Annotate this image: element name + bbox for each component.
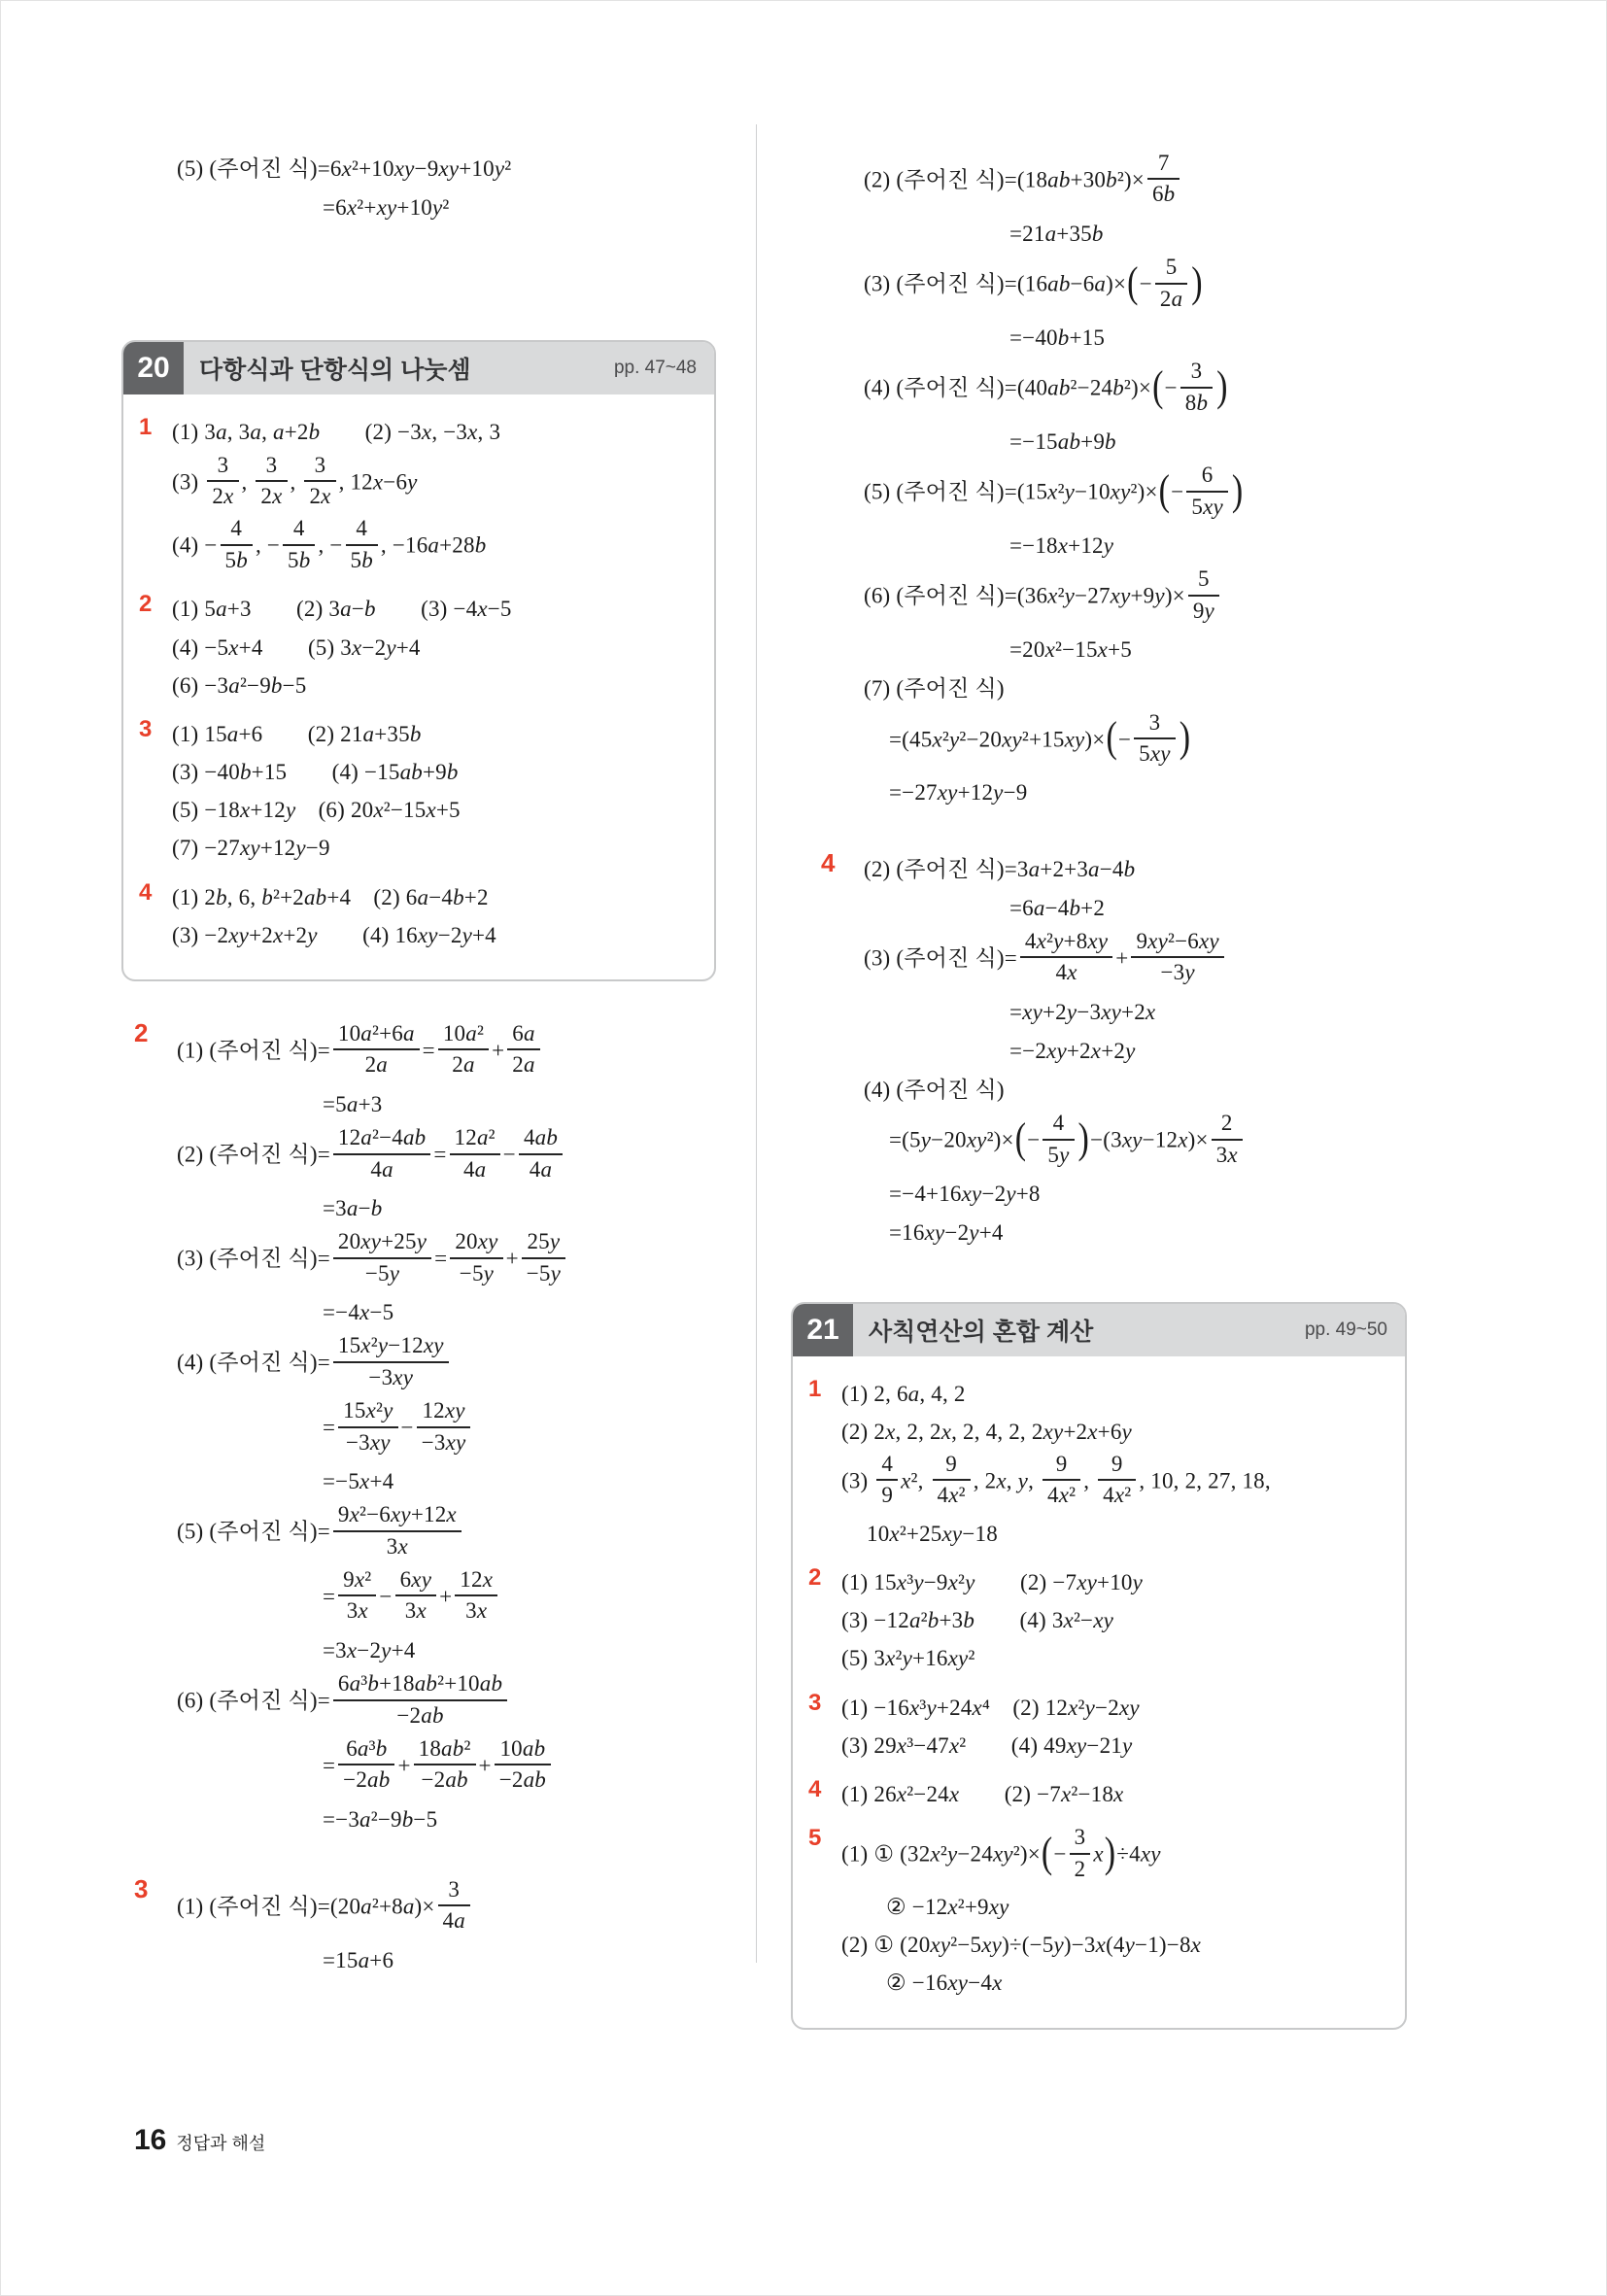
answer-item <box>131 875 701 958</box>
item-lines <box>172 587 701 708</box>
big-paren: ) <box>1077 1115 1090 1163</box>
section-number: 20 <box>123 342 184 394</box>
math-line: (1) (주어진 식)= $\frac{\text{10a²+6a}}{2a}$ = $\frac{\text{10a²}}{2a}$ + $\frac{6a}{2a}$ <box>177 1024 729 1081</box>
math-line: (3) −12a²b+3b (4) 3x²−xy <box>841 1608 1114 1633</box>
math-line: (5) −18x+12y (6) 20x²−15x+5 <box>172 798 461 823</box>
item-lines <box>172 712 701 872</box>
big-paren: ( <box>1041 1830 1053 1877</box>
math-line: (7) −27xy+12y−9 <box>172 836 330 861</box>
fraction: $\frac{\text{15x²y−12xy}}{-3xy}$ <box>333 1333 449 1390</box>
big-paren: ( <box>1158 467 1171 515</box>
item-lines <box>841 1372 1391 1557</box>
math-line: ② −16xy−4x <box>886 1970 1003 1996</box>
fraction: $\frac{9}{\text{4x²}}$ <box>1098 1452 1136 1509</box>
fraction: $\frac{\text{4x²y+8xy}}{4x}$ <box>1020 929 1112 986</box>
math-line: (1) 15x³y−9x²y (2) −7xy+10y <box>841 1570 1144 1595</box>
footer-label: 정답과 해설 <box>176 2134 266 2153</box>
fraction: $\frac{\text{9xy²−6xy}}{-3y}$ <box>1131 929 1223 986</box>
solution-block <box>821 146 1431 817</box>
problem-number: 2 <box>134 1018 149 1047</box>
item-number: 2 <box>808 1564 822 1592</box>
fraction: $\frac{5}{2a}$ <box>1155 255 1187 312</box>
fraction: $\frac{4}{5b}$ <box>221 516 253 573</box>
math-line: (1) 2b, 6, b²+2ab+4 (2) 6a−4b+2 <box>172 884 489 909</box>
fraction: $\frac{3}{4a}$ <box>438 1877 470 1935</box>
math-line: (3) 29x³−47x² (4) 49xy−21y <box>841 1732 1133 1758</box>
answer-item <box>131 410 701 583</box>
fraction: $\frac{\text{10a²+6a}}{2a}$ <box>333 1021 420 1079</box>
fraction: $\frac{9}{\text{4x²}}$ <box>1043 1452 1080 1509</box>
item-number: 2 <box>139 591 153 618</box>
math-line: (3) (주어진 식)= $\frac{\text{4x²y+8xy}}{4x}$ + $\frac{\text{9xy²−6xy}}{-3y}$ <box>864 932 1431 989</box>
math-line: (4) − $\frac{4}{5b}$ , − $\frac{4}{5b}$ , − $\frac{4}{5b}$ , −16a+28b <box>172 516 487 572</box>
big-paren: ) <box>1179 714 1191 762</box>
problem-number <box>821 146 864 817</box>
big-paren: ) <box>1216 363 1228 411</box>
math-line: =6x²+xy+10y² <box>323 195 450 221</box>
math-line: (2) (주어진 식)=(18ab+30b²)× $\frac{7}{6b}$ <box>864 154 1431 211</box>
fraction: $\frac{4ab}{4a}$ <box>519 1125 563 1182</box>
math-line: (1) 5a+3 (2) 3a−b (3) −4x−5 <box>172 597 512 622</box>
item-lines <box>172 875 701 958</box>
big-paren: ) <box>1231 467 1244 515</box>
fraction: $\frac{3}{2}$ <box>1070 1825 1091 1882</box>
solution-lines <box>864 146 1431 817</box>
problem-number: 4 <box>821 847 836 877</box>
fraction: $\frac{\text{18ab²}}{-2ab}$ <box>414 1736 476 1794</box>
answer-item <box>801 1821 1391 2005</box>
math-line: (3) $\frac{3}{2x}$ , $\frac{3}{2x}$ , $\frac{3}{2x}$ , 12x−6y <box>172 452 418 508</box>
math-line: (1) 15a+6 (2) 21a+35b <box>172 721 422 746</box>
math-line: (6) −3a²−9b−5 <box>172 672 307 698</box>
item-number: 3 <box>139 715 153 742</box>
solution-lines <box>177 1872 729 1984</box>
math-line: =−15ab+9b <box>1009 429 1116 454</box>
fraction: $\frac{3}{2x}$ <box>304 453 335 510</box>
math-line: =15a+6 <box>323 1947 394 1972</box>
fraction: $\frac{25y}{-5y}$ <box>522 1229 565 1286</box>
section-header <box>123 342 714 394</box>
math-line: =−40b+15 <box>1009 325 1106 350</box>
big-paren: ( <box>1014 1115 1027 1163</box>
fraction: $\frac{3}{2x}$ <box>256 453 287 510</box>
big-paren: ( <box>1152 363 1164 411</box>
problem-number <box>134 146 177 231</box>
math-line: (1) 3a, 3a, a+2b (2) −3x, −3x, 3 <box>172 420 501 445</box>
math-line: (4) −5x+4 (5) 3x−2y+4 <box>172 634 421 660</box>
math-line: (6) (주어진 식)= $\frac{\text{6a³b+18ab²+10ab}}{-2ab}$ <box>177 1674 729 1731</box>
page-footer <box>134 2124 265 2157</box>
math-line: (3) (주어진 식)=(16ab−6a)×(− $\frac{5}{2a}$ ) <box>864 257 1431 315</box>
section-answers <box>793 1356 1405 2028</box>
fraction: $\frac{5}{9y}$ <box>1188 566 1219 624</box>
problem-number: 3 <box>134 1874 149 1903</box>
fraction: $\frac{4}{5b}$ <box>283 516 315 573</box>
math-line: =20x²−15x+5 <box>1009 637 1132 663</box>
section-answers <box>123 394 714 979</box>
item-number: 1 <box>139 414 153 441</box>
math-line: = $\frac{\text{9x²}}{3x}$ − $\frac{6xy}{3x}$ + $\frac{12x}{3x}$ <box>177 1570 729 1628</box>
math-line: (3) −40b+15 (4) −15ab+9b <box>172 760 459 785</box>
math-line: (2) 2x, 2, 2x, 2, 4, 2, 2xy+2x+6y <box>841 1419 1132 1444</box>
fraction: $\frac{\text{15x²y}}{-3xy}$ <box>338 1398 397 1456</box>
item-number: 3 <box>808 1689 822 1716</box>
math-line: =(45x²y²−20xy²+15xy)×(− $\frac{3}{5xy}$ ) <box>864 713 1431 771</box>
fraction: $\frac{6a}{2a}$ <box>507 1021 539 1079</box>
math-line: =−3a²−9b−5 <box>323 1806 438 1832</box>
math-line: =21a+35b <box>1009 221 1104 246</box>
math-line: = $\frac{\text{6a³b}}{-2ab}$ + $\frac{\text{18ab²}}{-2ab}$ + $\frac{10ab}{-2ab}$ <box>177 1739 729 1797</box>
section-box-20 <box>121 340 716 981</box>
column-divider <box>756 124 757 1963</box>
fraction: $\frac{7}{6b}$ <box>1147 151 1180 208</box>
math-line: =−27xy+12y−9 <box>889 780 1028 805</box>
item-number: 5 <box>808 1825 822 1852</box>
fraction: $\frac{\text{6a³b+18ab²+10ab}}{-2ab}$ <box>333 1671 507 1729</box>
math-line: =−4x−5 <box>323 1300 394 1324</box>
big-paren: ( <box>1106 714 1117 762</box>
big-paren: ) <box>1191 259 1203 307</box>
item-lines <box>841 1821 1391 2005</box>
fraction: $\frac{6}{5xy}$ <box>1186 463 1228 520</box>
math-line: =(5y−20xy²)×(− $\frac{4}{5y}$ )−(3xy−12x)× $\frac{2}{3x}$ <box>864 1114 1431 1171</box>
math-line: (5) 3x²y+16xy² <box>841 1646 975 1671</box>
math-line: (7) (주어진 식) <box>864 676 1005 702</box>
fraction: $\frac{\text{12a²−4ab}}{4a}$ <box>333 1125 430 1182</box>
fraction: $\frac{6xy}{3x}$ <box>395 1567 437 1625</box>
math-line: (1) −16x³y+24x⁴ (2) 12x²y−2xy <box>841 1695 1140 1720</box>
section-pages: pp. 47~48 <box>613 358 697 379</box>
fraction: $\frac{3}{5xy}$ <box>1134 710 1176 768</box>
math-line: (1) 26x²−24x (2) −7x²−18x <box>841 1782 1124 1806</box>
problem-block <box>134 1016 729 1843</box>
math-line: (2) ① (20xy²−5xy)÷(−5y)−3x(4y−1)−8x <box>841 1933 1202 1958</box>
big-paren: ( <box>1127 259 1139 307</box>
page-number: 16 <box>134 2124 167 2156</box>
item-number: 1 <box>808 1375 822 1402</box>
section-box-21 <box>791 1302 1407 2030</box>
math-line: =−2xy+2x+2y <box>1009 1039 1136 1063</box>
math-line: (4) (주어진 식) <box>864 1078 1005 1103</box>
section-pages: pp. 49~50 <box>1304 1319 1387 1340</box>
math-line: =−18x+12y <box>1009 533 1114 559</box>
fraction: $\frac{\text{6a³b}}{-2ab}$ <box>338 1736 394 1794</box>
item-number: 4 <box>139 878 153 906</box>
math-line: =5a+3 <box>323 1091 383 1116</box>
math-line: (5) (주어진 식)=(15x²y−10xy²)×(− $\frac{6}{5xy}$ ) <box>864 465 1431 523</box>
math-line: (5) (주어진 식)=6x²+10xy−9xy+10y² <box>177 156 512 181</box>
math-line: (5) (주어진 식)= $\frac{\text{9x²−6xy+12x}}{3x}$ <box>177 1505 729 1562</box>
fraction: $\frac{3}{2x}$ <box>207 453 238 510</box>
item-lines <box>841 1772 1391 1817</box>
fraction: $\frac{\text{12a²}}{4a}$ <box>450 1125 500 1182</box>
right-column <box>806 146 1431 2030</box>
solution-block <box>134 146 729 231</box>
problem-block <box>821 846 1431 1257</box>
problem-block <box>134 1872 729 1984</box>
math-line: (4) (주어진 식)= $\frac{\text{15x²y−12xy}}{-3xy}$ <box>177 1336 729 1393</box>
answer-item <box>801 1772 1391 1817</box>
big-paren: ) <box>1104 1830 1116 1877</box>
solution-lines <box>864 846 1431 1257</box>
math-line: (3) $\frac{4}{9}$ x², $\frac{9}{\text{4x²}}$ , 2x, y, $\frac{9}{\text{4x²}}$ , $\frac{9}{\text{4x²}}$ , 10, 2, 27, 18, <box>841 1452 1271 1508</box>
fraction: $\frac{12x}{3x}$ <box>455 1567 497 1625</box>
answer-item <box>131 587 701 708</box>
answer-item <box>801 1686 1391 1768</box>
math-line: ② −12x²+9xy <box>886 1895 1009 1920</box>
section-header <box>793 1304 1405 1356</box>
math-line: (2) (주어진 식)= $\frac{\text{12a²−4ab}}{4a}$ = $\frac{\text{12a²}}{4a}$ − $\frac{4ab}{4a}$ <box>177 1128 729 1185</box>
math-line: =3x−2y+4 <box>323 1637 416 1662</box>
fraction: $\frac{\text{9x²}}{3x}$ <box>338 1567 376 1625</box>
answer-item <box>131 712 701 872</box>
fraction: $\frac{4}{5y}$ <box>1043 1111 1074 1168</box>
math-line: =xy+2y−3xy+2x <box>1009 999 1156 1024</box>
math-line: =−5x+4 <box>323 1468 394 1493</box>
answer-item <box>801 1372 1391 1557</box>
fraction: $\frac{\text{9x²−6xy+12x}}{3x}$ <box>333 1502 462 1559</box>
answer-item <box>801 1560 1391 1682</box>
section-title: 사칙연산의 혼합 계산 <box>869 1318 1094 1346</box>
fraction: $\frac{10ab}{-2ab}$ <box>495 1736 551 1794</box>
solution-lines <box>177 146 729 231</box>
left-column <box>134 146 729 2013</box>
math-line: =16xy−2y+4 <box>889 1220 1004 1246</box>
item-number: 4 <box>808 1776 822 1802</box>
math-line: (1) ① (32x²y−24xy²)×(− $\frac{3}{2}$ x)÷4xy <box>841 1828 1391 1885</box>
math-line: (3) (주어진 식)= $\frac{20xy+25y}{-5y}$ = $\frac{20xy}{-5y}$ + $\frac{25y}{-5y}$ <box>177 1232 729 1289</box>
fraction: $\frac{4}{5b}$ <box>346 516 378 573</box>
math-line: (3) −2xy+2x+2y (4) 16xy−2y+4 <box>172 922 496 947</box>
item-lines <box>841 1686 1391 1768</box>
fraction: $\frac{20xy+25y}{-5y}$ <box>333 1229 431 1286</box>
math-line: (1) (주어진 식)=(20a²+8a)× $\frac{3}{4a}$ <box>177 1880 729 1937</box>
item-lines <box>841 1560 1391 1682</box>
fraction: $\frac{9}{\text{4x²}}$ <box>933 1452 971 1509</box>
math-line: = $\frac{\text{15x²y}}{-3xy}$ − $\frac{12xy}{-3xy}$ <box>177 1401 729 1458</box>
math-line: 10x²+25xy−18 <box>867 1521 998 1546</box>
math-line: (1) 2, 6a, 4, 2 <box>841 1381 966 1406</box>
section-number: 21 <box>793 1304 853 1356</box>
section-title: 다항식과 단항식의 나눗셈 <box>199 357 471 385</box>
solution-lines <box>177 1016 729 1843</box>
fraction: $\frac{\text{10a²}}{2a}$ <box>438 1021 489 1079</box>
fraction: $\frac{20xy}{-5y}$ <box>450 1229 502 1286</box>
math-line: (4) (주어진 식)=(40ab²−24b²)×(− $\frac{3}{8b}$ ) <box>864 361 1431 419</box>
fraction: $\frac{4}{9}$ <box>876 1452 898 1509</box>
fraction: $\frac{3}{8b}$ <box>1180 359 1213 416</box>
fraction: $\frac{12xy}{-3xy}$ <box>417 1398 471 1456</box>
math-line: =6a−4b+2 <box>1009 895 1106 920</box>
math-line: (6) (주어진 식)=(36x²y−27xy+9y)× $\frac{5}{9y}$ <box>864 569 1431 627</box>
fraction: $\frac{2}{3x}$ <box>1212 1111 1243 1168</box>
item-lines <box>172 410 701 583</box>
math-line: (2) (주어진 식)=3a+2+3a−4b <box>864 856 1136 881</box>
math-line: =3a−b <box>323 1195 383 1220</box>
math-line: =−4+16xy−2y+8 <box>889 1182 1041 1207</box>
